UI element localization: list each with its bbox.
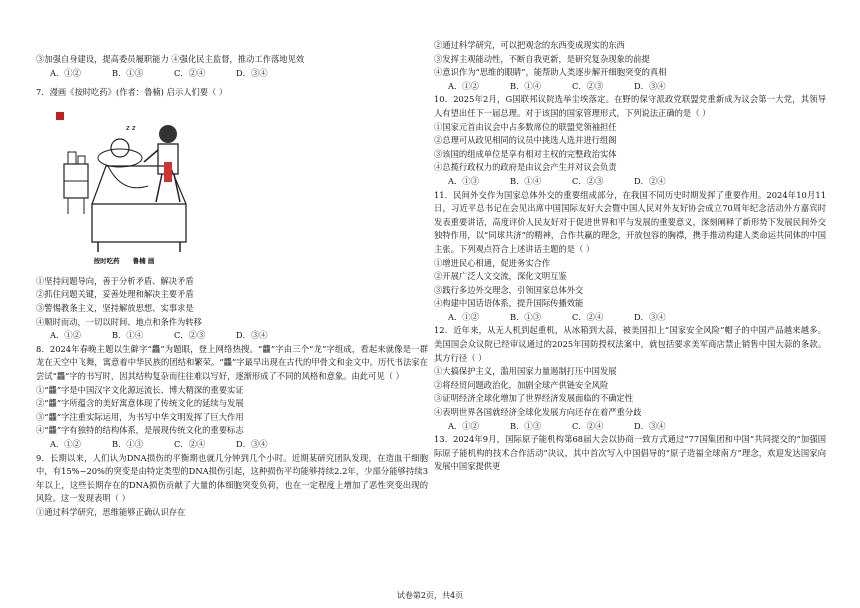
svg-text:z z: z z xyxy=(126,123,136,132)
option-d: D．③④ xyxy=(236,330,268,341)
page-footer: 试卷第2页，共4页 xyxy=(396,591,464,600)
cartoon-drawing xyxy=(50,106,198,271)
q7-item-1: ①坚持问题导向，善于分析矛盾、解决矛盾 xyxy=(36,275,194,286)
option-c: C．②④ xyxy=(572,311,604,322)
option-b: B．①④ xyxy=(510,175,541,186)
q11-item-3: ③践行多边外交理念，引领国家总体外交 xyxy=(434,284,584,295)
q12-item-4: ④表明世界各国就经济全球化发展方向还存在着严重分歧 xyxy=(434,407,642,418)
q10-item-3: ③该国的组成单位是享有相对主权的完整政治实体 xyxy=(434,148,617,159)
q9-item-3: ③发挥主观能动性，不断自我更新，是研究复杂现象的前提 xyxy=(434,53,650,64)
q6-options xyxy=(50,67,428,81)
option-a: A．①② xyxy=(448,80,479,91)
option-d: D．③④ xyxy=(634,420,666,431)
q12-options xyxy=(448,420,826,434)
option-b: B．①④ xyxy=(112,330,143,341)
q7-item-4: ④顺时而动，一切以时间、地点和条件为转移 xyxy=(36,316,202,327)
option-a: A．①② xyxy=(50,67,81,78)
cartoon-caption: 按时吃药 鲁楠 画 xyxy=(93,257,155,266)
option-c: C．②④ xyxy=(174,438,206,449)
option-b: B．①③ xyxy=(510,311,541,322)
q7-options xyxy=(50,329,428,343)
left-column xyxy=(36,0,428,519)
option-c: C．②④ xyxy=(572,420,604,431)
q11-item-1: ①增进民心相通，促进务实合作 xyxy=(434,257,551,268)
option-d: D．③④ xyxy=(236,67,268,78)
q8-item-1: ①“龘”字是中国汉字文化源远流长、博大精深的重要实证 xyxy=(36,384,244,395)
q10-item-1: ①国家元首由议会中占多数席位的联盟党领袖担任 xyxy=(434,121,617,132)
q13-stem: 13．2024年9月，国际原子能机构第68届大会以协商一致方式通过“77国集团和中国”共同提交的“加强国际原子能机构的技术合作活动”决议，其中首次写入中国倡导的“原子造福全球南方”理念，欢迎发达国家向发展中国家提供更 xyxy=(434,434,826,472)
cartoon-image xyxy=(50,106,198,271)
option-d: D．③④ xyxy=(634,80,666,91)
option-b: B．①③ xyxy=(510,420,541,431)
q10-options xyxy=(448,175,826,189)
option-d: D．③④ xyxy=(236,438,268,449)
option-c: C．②④ xyxy=(174,67,206,78)
q11-stem: 11．民间外交作为国家总体外交的重要组成部分，在我国不同历史时期发挥了重要作用。2024年10月11日，习近平总书记在会见出席中国国际友好大会暨中国人民对外友好协会成立70周年纪念活动外方嘉宾时发表重要讲话，高度评价人民友好对于促进世界和平与发展的重要意义，深刻阐释了新形势下发展民间外交独特作用，以“同球共济”的精神，合作共赢的理念，开放包容的胸襟，携手推动构建人类命运共同体的中国主张。下列观点符合上述讲话主题的是（ ） xyxy=(434,189,826,254)
option-a: A．①② xyxy=(50,438,81,449)
q12-item-2: ②将经贸问题政治化，加剧全球产供链安全风险 xyxy=(434,379,609,390)
q8-item-4: ④“龘”字有独特的结构体系，是展现传统文化的重要标志 xyxy=(36,425,244,436)
option-c: C．②③ xyxy=(572,80,604,91)
q9-item-4: ④意识作为“思维的眼睛”，能帮助人类逐步解开细胞突变的真相 xyxy=(434,67,667,78)
q9-stem: 9．长期以来，人们认为DNA损伤的平衡期也就几分钟到几个小时。近期某研究团队发现，在造血干细胞中，有15%~20%的突变是由特定类型的DNA损伤引起，这种损伤平均能够持续2.2年，少部分能够持续3年以上，这些长期存在的DNA损伤贡献了大量的体细胞突变负荷，也在一定程度上增加了恶性突变出现的风险。这一发现表明（ ） xyxy=(36,452,428,504)
option-b: B．①③ xyxy=(112,438,143,449)
q11-options xyxy=(448,311,826,325)
q10-item-4: ④总揽行政权力的政府是由议会产生并对议会负责 xyxy=(434,162,617,173)
q7-stem: 7．漫画《按时吃药》(作者：鲁楠) 启示人们要（ ） xyxy=(36,87,228,98)
option-d: D．②④ xyxy=(634,175,666,186)
q7-item-3: ③警惕教条主义，坚持解放思想、实事求是 xyxy=(36,302,194,313)
q11-item-2: ②开展广泛人文交流，深化文明互鉴 xyxy=(434,271,567,282)
right-column xyxy=(434,0,826,474)
q9-item-1: ①通过科学研究，思维能够正确认识存在 xyxy=(36,506,186,517)
option-d: D．③④ xyxy=(634,311,666,322)
option-b: B．①③ xyxy=(112,67,143,78)
q10-stem: 10．2025年2月，G国联邦议院选举尘埃落定。在野的保守派政党联盟党重新成为议会第一大党，其领导人有望出任下一届总理。对于该国的国家管理形式，下列说法正确的是（ ） xyxy=(434,94,826,118)
q8-item-3: ③“龘”字注重实际运用，为书写中华文明发挥了巨大作用 xyxy=(36,411,244,422)
q11-item-4: ④构建中国话语体系，提升国际传播效能 xyxy=(434,298,584,309)
q12-item-3: ③证明经济全球化增加了世界经济发展面临的不确定性 xyxy=(434,393,634,404)
option-a: A．①② xyxy=(448,311,479,322)
option-c: C．②③ xyxy=(572,175,604,186)
q9-item-2: ②通过科学研究，可以把观念的东西变成现实的东西 xyxy=(434,40,625,50)
q8-options xyxy=(50,438,428,452)
q7-item-2: ②抓住问题关键，妥善处理和解决主要矛盾 xyxy=(36,289,194,300)
q8-stem: 8．2024年春晚主题以生僻字“龘”为题眼，登上网络热搜。“龘”字由三个“龙”字组成，看起来就像是一群龙在天空中飞舞，寓意着中华民族的团结和繁荣。“龘”字最早出现在古代的甲骨文和金文中。历代书法家在尝试“龘”字的书写时，因其结构复杂而往往难以写好，逐渐形成了不同的风格和意象。由此可见（ ） xyxy=(36,343,428,381)
q12-stem: 12．近年来，从无人机到起重机，从冰箱到大蒜，被美国扣上“国家安全风险”帽子的中国产品越来越多。美国国会众议院已经审议通过的2025年国防授权法案中，就包括要求美军商店禁止销售中国大蒜的条款。其方行径（ ） xyxy=(434,325,826,363)
q6-item-line: ③加强自身建设，提高委员履职能力 ④强化民主监督，推动工作落地见效 xyxy=(36,54,305,64)
q12-item-1: ①大搞保护主义，滥用国家力量遏制打压中国发展 xyxy=(434,366,617,377)
option-a: A．①③ xyxy=(448,175,479,186)
option-c: C．②③ xyxy=(174,330,206,341)
option-b: B．①④ xyxy=(510,80,541,91)
q9-options xyxy=(448,80,826,94)
option-a: A．①② xyxy=(50,330,81,341)
option-a: A．①② xyxy=(448,420,479,431)
q8-item-2: ②“龘”字所蕴含的美好寓意体现了传统文化的延续与发展 xyxy=(36,398,244,409)
q10-item-2: ②总理可从政见相同的议员中挑选人选并进行组阁 xyxy=(434,135,617,146)
